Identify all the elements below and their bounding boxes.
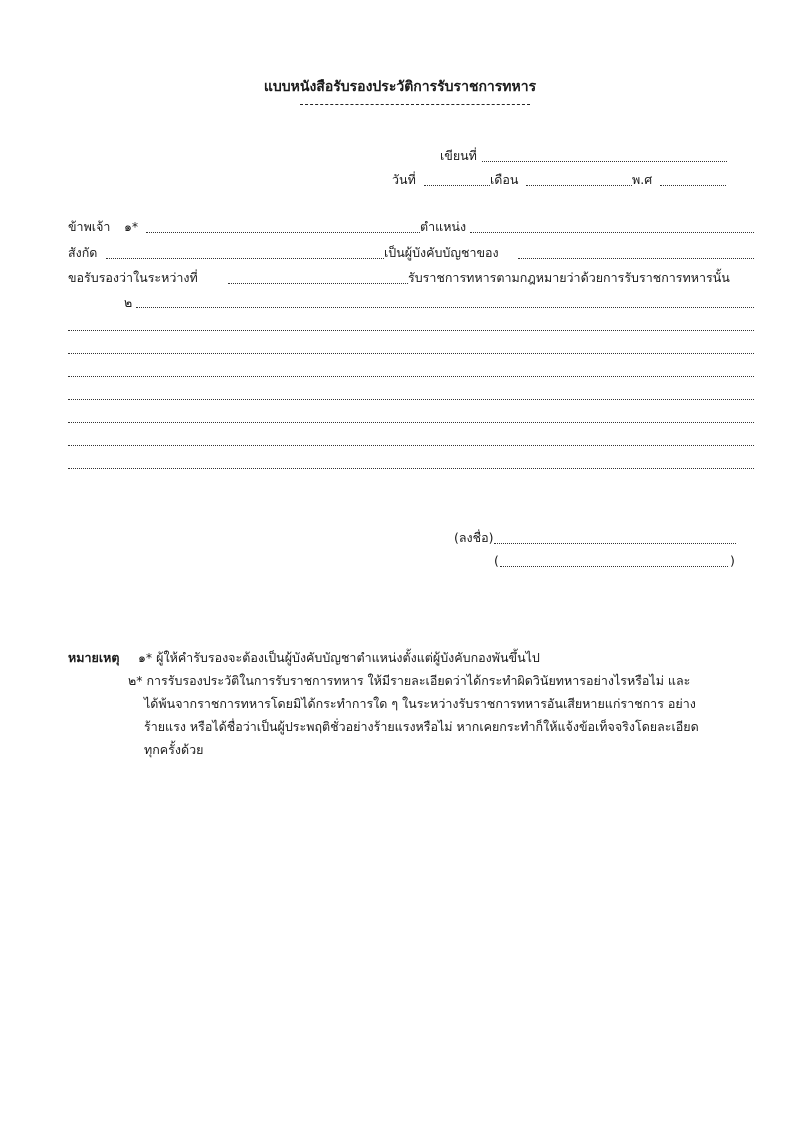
name-field[interactable]: [146, 231, 420, 233]
position-label: ตำแหน่ง: [420, 219, 467, 234]
notes-heading: หมายเหตุ: [68, 650, 120, 665]
history-field-line[interactable]: [68, 398, 754, 400]
service-period-field[interactable]: [228, 282, 408, 284]
history-field-line[interactable]: [68, 352, 754, 354]
history-field-line[interactable]: [68, 444, 754, 446]
position-field[interactable]: [470, 231, 754, 233]
written-at-label: เขียนที่: [440, 148, 477, 163]
history-field-line[interactable]: [68, 329, 754, 331]
history-field-line[interactable]: [68, 421, 754, 423]
subordinate-field[interactable]: [518, 257, 754, 259]
footnote-marker-2: ๒: [124, 295, 133, 310]
date-label: วันที่: [392, 172, 416, 187]
history-field-line[interactable]: [68, 467, 754, 469]
note-2-line-2: ได้พ้นจากราชการทหารโดยมิได้กระทำการใด ๆ ในระหว่างรับราชการทหารอันเสียหายแก่ราชการ อย่าง: [144, 696, 696, 711]
history-field-line[interactable]: [136, 306, 754, 308]
history-field-line[interactable]: [68, 375, 754, 377]
footnote-marker-1: ๑*: [124, 219, 139, 234]
note-2-line-4: ทุกครั้งด้วย: [144, 742, 204, 757]
name-paren-close: ): [730, 553, 735, 568]
certify-label: ขอรับรองว่าในระหว่างที่: [68, 270, 198, 285]
year-field[interactable]: [660, 184, 726, 186]
signature-label: (ลงชื่อ): [454, 530, 494, 545]
note-2-line-1: ๒* การรับรองประวัติในการรับราชการทหาร ให้มีรายละเอียดว่าได้กระทำผิดวินัยทหารอย่างไรหรือไม่ และ: [128, 673, 691, 688]
month-field[interactable]: [526, 184, 632, 186]
service-text: รับราชการทหารตามกฎหมายว่าด้วยการรับราชการทหารนั้น: [408, 270, 730, 285]
i-label: ข้าพเจ้า: [68, 219, 111, 234]
name-paren-open: (: [494, 553, 499, 568]
date-field[interactable]: [424, 184, 490, 186]
note-1: ๑* ผู้ให้คำรับรองจะต้องเป็นผู้บังคับบัญชาตำแหน่งตั้งแต่ผู้บังคับกองพันขึ้นไป: [138, 650, 540, 665]
title-underline: [300, 104, 530, 105]
printed-name-field[interactable]: [500, 565, 728, 567]
unit-label: สังกัด: [68, 245, 98, 260]
unit-field[interactable]: [106, 257, 384, 259]
month-label: เดือน: [490, 172, 519, 187]
signature-field[interactable]: [494, 542, 736, 544]
year-label: พ.ศ: [632, 172, 653, 187]
note-2-line-3: ร้ายแรง หรือได้ชื่อว่าเป็นผู้ประพฤติชั่วอย่างร้ายแรงหรือไม่ หากเคยกระทำก็ให้แจ้งข้อเท็จจริงโดยละเอียด: [144, 719, 699, 734]
document-title: แบบหนังสือรับรองประวัติการรับราชการทหาร: [263, 79, 537, 95]
written-at-field[interactable]: [482, 160, 727, 162]
commander-of-label: เป็นผู้บังคับบัญชาของ: [384, 245, 499, 260]
